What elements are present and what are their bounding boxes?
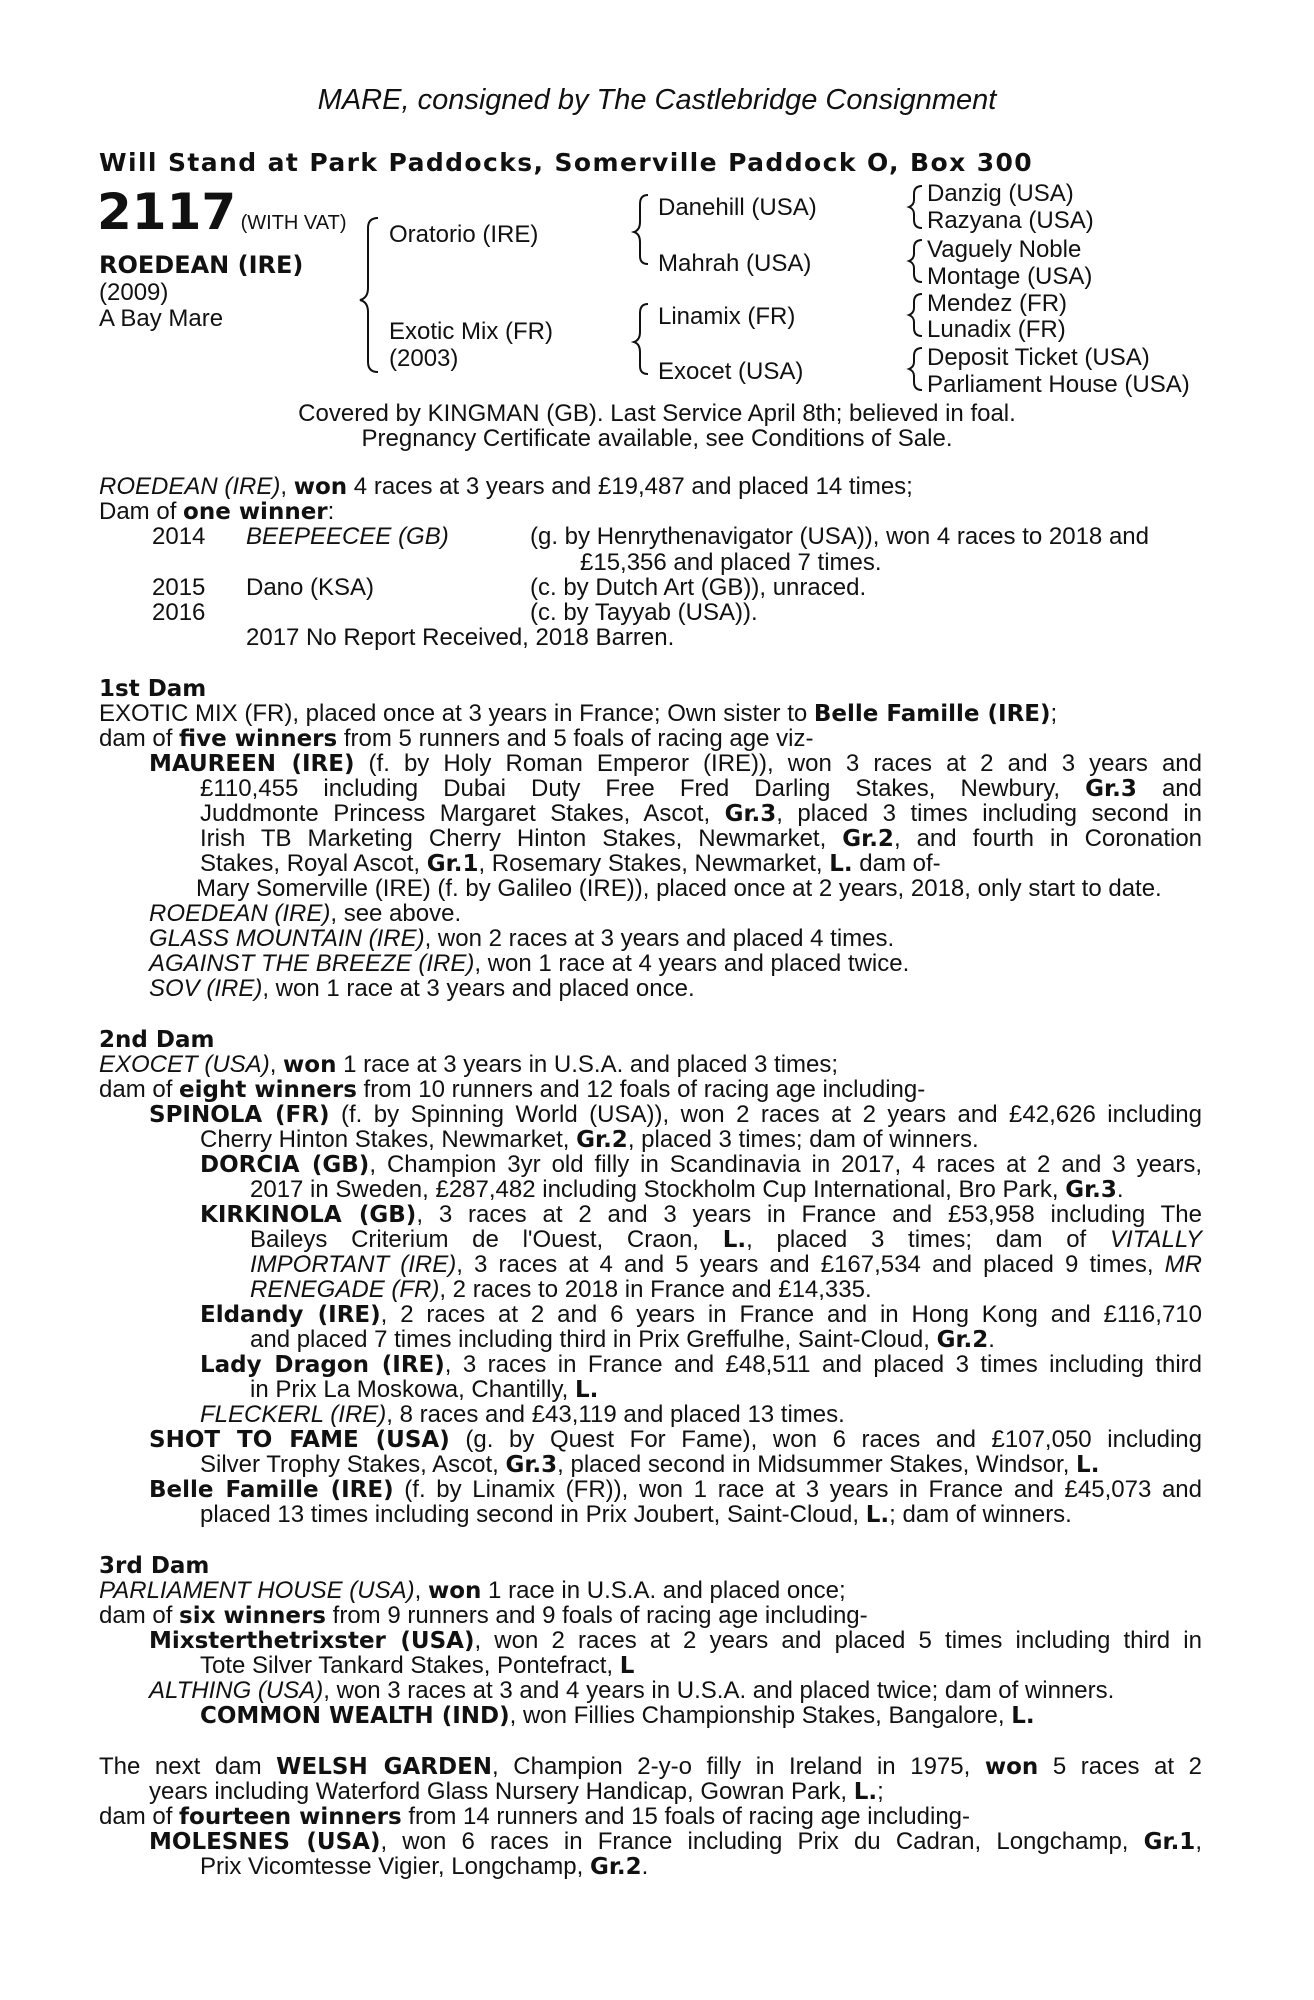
g3-bracket xyxy=(909,294,922,336)
progeny-line: 2017 in Sweden, £287,482 including Stockholm Cup International, Bro Park, Gr.3. xyxy=(250,1176,1124,1203)
ggp-6: Lunadix (FR) xyxy=(927,316,1066,343)
produce-year: 2014 xyxy=(152,523,206,550)
ggp-8: Parliament House (USA) xyxy=(927,371,1190,398)
sire-dam-bracket xyxy=(360,218,378,372)
dam2-line: EXOCET (USA), won 1 race at 3 years in U.S.A. and placed 3 times; xyxy=(99,1051,839,1078)
produce-note: 2017 No Report Received, 2018 Barren. xyxy=(246,624,675,651)
dam3-line: dam of six winners from 9 runners and 9 foals of racing age including- xyxy=(99,1602,868,1629)
progeny-line: SHOT TO FAME (USA) (g. by Quest For Fame), won 6 races and £107,050 including xyxy=(149,1426,1203,1453)
progeny-line: SOV (IRE), won 1 race at 3 years and placed once. xyxy=(149,975,695,1002)
progeny-line: MOLESNES (USA), won 6 races in France including Prix du Cadran, Longchamp, Gr.1, xyxy=(149,1828,1202,1855)
progeny-line: in Prix La Moskowa, Chantilly, L. xyxy=(250,1376,599,1403)
progeny-line: Mary Somerville (IRE) (f. by Galileo (IRE)), placed once at 2 years, 2018, only start to date. xyxy=(196,875,1162,902)
produce-text: (c. by Dutch Art (GB)), unraced. xyxy=(530,574,867,601)
vat-note: (WITH VAT) xyxy=(240,212,347,234)
progeny-line: Stakes, Royal Ascot, Gr.1, Rosemary Stakes, Newmarket, L. dam of- xyxy=(200,850,941,877)
next-dam-line: years including Waterford Glass Nursery Handicap, Gowran Park, L.; xyxy=(149,1778,884,1805)
progeny-line: Silver Trophy Stakes, Ascot, Gr.3, placed second in Midsummer Stakes, Windsor, L. xyxy=(200,1451,1100,1478)
progeny-line: COMMON WEALTH (IND), won Fillies Championship Stakes, Bangalore, L. xyxy=(200,1702,1035,1729)
ggp-3: Vaguely Noble xyxy=(927,236,1082,263)
progeny-line: IMPORTANT (IRE), 3 races at 4 and 5 years and £167,534 and placed 9 times, MR xyxy=(250,1251,1202,1278)
page-title: MARE, consigned by The Castlebridge Consignment xyxy=(317,84,997,116)
sire-bracket xyxy=(634,195,648,264)
progeny-line: Mixsterthetrixster (USA), won 2 races at 2 years and placed 5 times including third in xyxy=(149,1627,1202,1654)
progeny-line: MAUREEN (IRE) (f. by Holy Roman Emperor (IRE)), won 3 races at 2 and 3 years and xyxy=(149,750,1202,777)
pedigree-brackets xyxy=(0,0,1314,400)
section-heading: 3rd Dam xyxy=(99,1553,210,1579)
section-heading: 1st Dam xyxy=(99,676,207,702)
progeny-line: Cherry Hinton Stakes, Newmarket, Gr.2, placed 3 times; dam of winners. xyxy=(200,1126,979,1153)
granddam-2: Exocet (USA) xyxy=(658,358,804,385)
produce-text: (c. by Tayyab (USA)). xyxy=(530,599,758,626)
granddam-1: Mahrah (USA) xyxy=(658,250,812,277)
dam1-line: dam of five winners from 5 runners and 5 foals of racing age viz- xyxy=(99,725,814,752)
produce-name: Dano (KSA) xyxy=(246,574,375,601)
progeny-line: SPINOLA (FR) (f. by Spinning World (USA)), won 2 races at 2 years and £42,626 including xyxy=(149,1101,1202,1128)
progeny-line: FLECKERL (IRE), 8 races and £43,119 and placed 13 times. xyxy=(200,1401,845,1428)
progeny-line: and placed 7 times including third in Prix Greffulhe, Saint-Cloud, Gr.2. xyxy=(250,1326,995,1353)
progeny-line: ROEDEAN (IRE), see above. xyxy=(149,900,462,927)
section-heading: 2nd Dam xyxy=(99,1027,215,1053)
horse-description: A Bay Mare xyxy=(99,305,224,332)
ggp-4: Montage (USA) xyxy=(927,263,1093,290)
dam-year: (2003) xyxy=(389,345,459,372)
progeny-line: Baileys Criterium de l'Ouest, Craon, L., placed 3 times; dam of VITALLY xyxy=(250,1226,1202,1253)
stand-location: Will Stand at Park Paddocks, Somerville Paddock O, Box 300 xyxy=(99,148,1034,177)
dam-of-line: Dam of one winner: xyxy=(99,498,335,525)
lot-number: 2117 xyxy=(97,183,237,241)
dam2-line: dam of eight winners from 10 runners and 12 foals of racing age including- xyxy=(99,1076,926,1103)
progeny-line: Juddmonte Princess Margaret Stakes, Ascot, Gr.3, placed 3 times including second in xyxy=(200,800,1203,827)
certificate-note: Pregnancy Certificate available, see Conditions of Sale. xyxy=(361,425,953,452)
progeny-line: DORCIA (GB), Champion 3yr old filly in Scandinavia in 2017, 4 races at 2 and 3 years, xyxy=(200,1151,1202,1178)
record-line: ROEDEAN (IRE), won 4 races at 3 years and £19,487 and placed 14 times; xyxy=(99,473,913,500)
g4-bracket xyxy=(909,348,922,390)
ggp-1: Danzig (USA) xyxy=(927,180,1074,207)
dam-name: Exotic Mix (FR) xyxy=(389,318,553,345)
progeny-line: Tote Silver Tankard Stakes, Pontefract, L xyxy=(200,1652,635,1679)
produce-year: 2015 xyxy=(152,574,206,601)
progeny-line: Eldandy (IRE), 2 races at 2 and 6 years in France and in Hong Kong and £116,710 xyxy=(200,1301,1202,1328)
grandsire-1: Danehill (USA) xyxy=(658,194,817,221)
produce-text: £15,356 and placed 7 times. xyxy=(580,549,882,576)
progeny-line: Lady Dragon (IRE), 3 races in France and £48,511 and placed 3 times including third xyxy=(200,1351,1203,1378)
progeny-line: GLASS MOUNTAIN (IRE), won 2 races at 3 years and placed 4 times. xyxy=(149,925,895,952)
horse-name: ROEDEAN (IRE) xyxy=(99,251,304,279)
dam-bracket xyxy=(634,304,648,374)
progeny-line: Prix Vicomtesse Vigier, Longchamp, Gr.2. xyxy=(200,1853,649,1880)
progeny-line: KIRKINOLA (GB), 3 races at 2 and 3 years in France and £53,958 including The xyxy=(200,1201,1203,1228)
progeny-line: Belle Famille (IRE) (f. by Linamix (FR)), won 1 race at 3 years in France and £45,073 and xyxy=(149,1476,1202,1503)
ggp-5: Mendez (FR) xyxy=(927,290,1068,317)
produce-text: (g. by Henrythenavigator (USA)), won 4 races to 2018 and xyxy=(530,523,1149,550)
foaling-year: (2009) xyxy=(99,279,169,306)
dam1-line: EXOTIC MIX (FR), placed once at 3 years in France; Own sister to Belle Famille (IRE); xyxy=(99,700,1058,727)
progeny-line: ALTHING (USA), won 3 races at 3 and 4 years in U.S.A. and placed twice; dam of winners. xyxy=(149,1677,1115,1704)
ggp-7: Deposit Ticket (USA) xyxy=(927,344,1150,371)
progeny-line: AGAINST THE BREEZE (IRE), won 1 race at 4 years and placed twice. xyxy=(149,950,910,977)
next-dam-line: The next dam WELSH GARDEN, Champion 2-y-o filly in Ireland in 1975, won 5 races at 2 xyxy=(99,1753,1202,1780)
produce-year: 2016 xyxy=(152,599,206,626)
covered-note: Covered by KINGMAN (GB). Last Service April 8th; believed in foal. xyxy=(298,400,1016,427)
sire-name: Oratorio (IRE) xyxy=(389,221,539,248)
grandsire-2: Linamix (FR) xyxy=(658,303,796,330)
g2-bracket xyxy=(909,240,922,282)
progeny-line: RENEGADE (FR), 2 races to 2018 in France and £14,335. xyxy=(250,1276,872,1303)
g1-bracket xyxy=(909,186,922,228)
progeny-line: Irish TB Marketing Cherry Hinton Stakes, Newmarket, Gr.2, and fourth in Coronation xyxy=(200,825,1203,852)
dam3-line: PARLIAMENT HOUSE (USA), won 1 race in U.S.A. and placed once; xyxy=(99,1577,846,1604)
produce-name: BEEPEECEE (GB) xyxy=(246,523,449,550)
ggp-2: Razyana (USA) xyxy=(927,207,1094,234)
next-dam-line: dam of fourteen winners from 14 runners and 15 foals of racing age including- xyxy=(99,1803,971,1830)
progeny-line: placed 13 times including second in Prix Joubert, Saint-Cloud, L.; dam of winners. xyxy=(200,1501,1072,1528)
progeny-line: £110,455 including Dubai Duty Free Fred Darling Stakes, Newbury, Gr.3 and xyxy=(200,775,1202,802)
